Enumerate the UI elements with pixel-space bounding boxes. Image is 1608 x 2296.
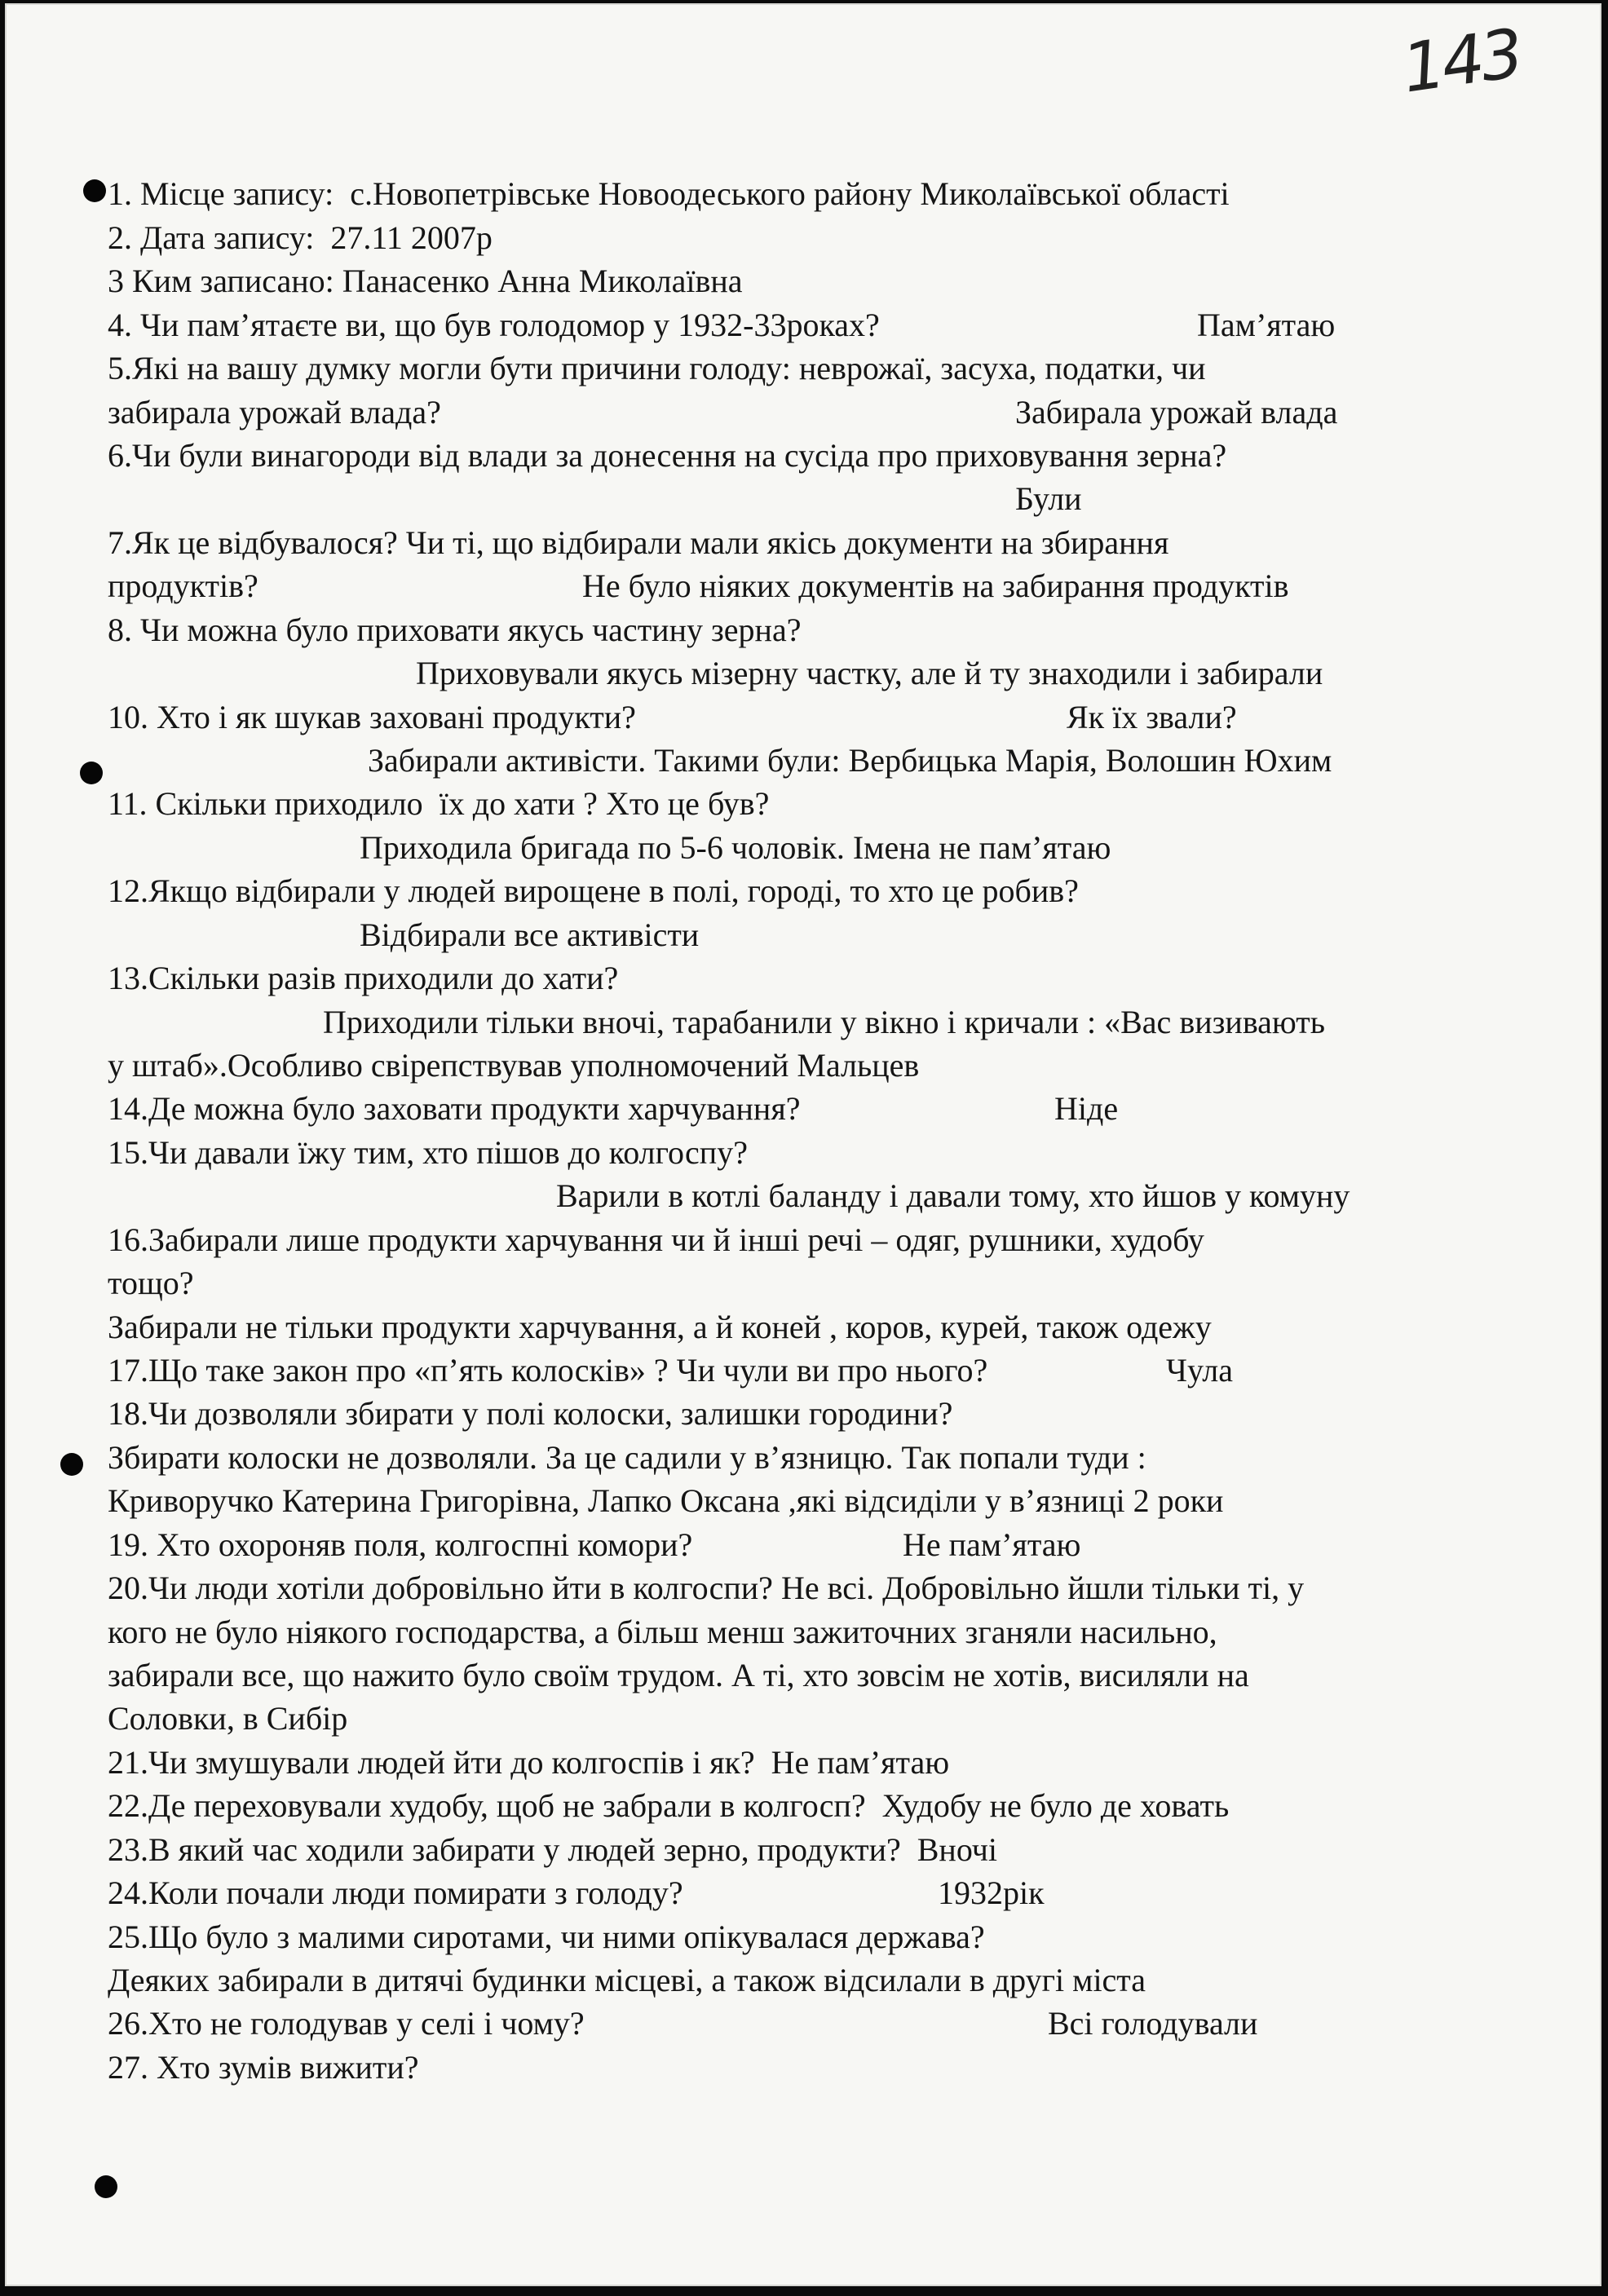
- answer-text: Варили в котлі баланду і давали тому, хто йшов у комуну: [556, 1177, 1350, 1214]
- answer-text: Ніде: [1054, 1090, 1119, 1127]
- text-line: Соловки, в Сибір: [108, 1700, 348, 1737]
- text-line: 20.Чи люди хотіли добровільно йти в колгоспи? Не всі. Добровільно йшли тільки ті, у: [108, 1570, 1305, 1606]
- text-line: 23.В який час ходили забирати у людей зерно, продукти? Вночі: [108, 1831, 998, 1868]
- text-line: 16.Забирали лише продукти харчування чи й інші речі – одяг, рушники, худобу: [108, 1221, 1204, 1258]
- text-line: 4. Чи пам’ятаєте ви, що був голодомор у 1932-33роках?: [108, 307, 880, 343]
- text-line: 19. Хто охороняв поля, колгоспні комори?: [108, 1526, 693, 1563]
- text-line: 18.Чи дозволяли збирати у полі колоски, залишки городини?: [108, 1395, 953, 1432]
- answer-text: Пам’ятаю: [1197, 307, 1336, 343]
- text-line: 21.Чи змушували людей йти до колгоспів і як? Не пам’ятаю: [108, 1744, 950, 1781]
- answer-text: Деяких забирали в дитячі будинки місцеві, а також відсилали в другі міста: [108, 1962, 1146, 1998]
- answer-text: Криворучко Катерина Григорівна, Лапко Оксана ,які відсиділи у в’язниці 2 роки: [108, 1482, 1224, 1519]
- answer-text: Відбирали все активісти: [360, 916, 700, 953]
- document-page: [5, 3, 1601, 2286]
- answer-text: Були: [1015, 480, 1082, 517]
- text-line: 25.Що було з малими сиротами, чи ними опікувалася держава?: [108, 1918, 985, 1955]
- text-line: 1. Місце запису: с.Новопетрівське Новоодеського району Миколаївської області: [108, 175, 1230, 212]
- text-line: 2. Дата запису: 27.11 2007р: [108, 219, 493, 256]
- page-number: 143: [1398, 15, 1526, 108]
- text-line: 14.Де можна було заховати продукти харчування?: [108, 1090, 801, 1127]
- answer-text: Приходила бригада по 5-6 чоловік. Імена не пам’ятаю: [360, 829, 1111, 866]
- answer-text: Як їх звали?: [1067, 699, 1237, 735]
- text-line: 26.Хто не голодував у селі і чому?: [108, 2005, 585, 2042]
- text-line: 3 Ким записано: Панасенко Анна Миколаївна: [108, 263, 743, 299]
- text-line: 12.Якщо відбирали у людей вирощене в полі, городі, то хто це робив?: [108, 872, 1079, 909]
- answer-text: Забирали активісти. Такими були: Вербицька Марія, Волошин Юхим: [368, 742, 1332, 779]
- text-line: забирали все, що нажито було своїм трудом. А ті, хто зовсім не хотів, висиляли на: [108, 1657, 1249, 1693]
- answer-text: у штаб».Особливо свірепствував уполномочений Мальцев: [108, 1047, 920, 1084]
- punch-hole: [83, 179, 106, 202]
- text-line: 5.Які на вашу думку могли бути причини голоду: неврожаї, засуха, податки, чи: [108, 350, 1206, 386]
- answer-text: Не було ніяких документів на забирання продуктів: [582, 567, 1289, 604]
- answer-text: Приходили тільки вночі, тарабанили у вікно і кричали : «Вас визивають: [323, 1004, 1326, 1040]
- text-line: продуктів?: [108, 567, 258, 604]
- text-line: кого не було ніякого господарства, а більш менш зажиточних зганяли насильно,: [108, 1614, 1217, 1650]
- answer-text: Чула: [1166, 1352, 1233, 1389]
- text-line: 13.Скільки разів приходили до хати?: [108, 960, 619, 996]
- punch-hole: [95, 2175, 117, 2198]
- text-line: забирала урожай влада?: [108, 394, 441, 430]
- questionnaire-text: [7, 5, 1600, 2285]
- text-line: 27. Хто зумів вижити?: [108, 2049, 419, 2086]
- text-line: тощо?: [108, 1265, 194, 1301]
- answer-text: Приховували якусь мізерну частку, але й ту знаходили і забирали: [416, 655, 1323, 691]
- answer-text: Забирала урожай влада: [1015, 394, 1338, 430]
- punch-hole: [60, 1453, 83, 1476]
- text-line: 6.Чи були винагороди від влади за донесення на сусіда про приховування зерна?: [108, 437, 1227, 474]
- punch-hole: [80, 762, 103, 784]
- text-line: 17.Що таке закон про «п’ять колосків» ? Чи чули ви про нього?: [108, 1352, 988, 1389]
- answer-text: Не пам’ятаю: [903, 1526, 1081, 1563]
- text-line: 7.Як це відбувалося? Чи ті, що відбирали мали якісь документи на збирання: [108, 524, 1169, 561]
- answer-text: Всі голодували: [1048, 2005, 1258, 2042]
- answer-text: 1932рік: [938, 1874, 1045, 1911]
- text-line: 15.Чи давали їжу тим, хто пішов до колгоспу?: [108, 1134, 748, 1171]
- text-line: 22.Де переховували худобу, щоб не забрали в колгосп? Худобу не було де ховать: [108, 1787, 1230, 1824]
- text-line: 10. Хто і як шукав заховані продукти?: [108, 699, 636, 735]
- text-line: 8. Чи можна було приховати якусь частину зерна?: [108, 612, 802, 648]
- answer-text: Забирали не тільки продукти харчування, а й коней , коров, курей, також одежу: [108, 1309, 1212, 1345]
- answer-text: Збирати колоски не дозволяли. За це садили у в’язницю. Так попали туди :: [108, 1439, 1146, 1476]
- text-line: 24.Коли почали люди помирати з голоду?: [108, 1874, 683, 1911]
- text-line: 11. Скільки приходило їх до хати ? Хто це був?: [108, 785, 770, 822]
